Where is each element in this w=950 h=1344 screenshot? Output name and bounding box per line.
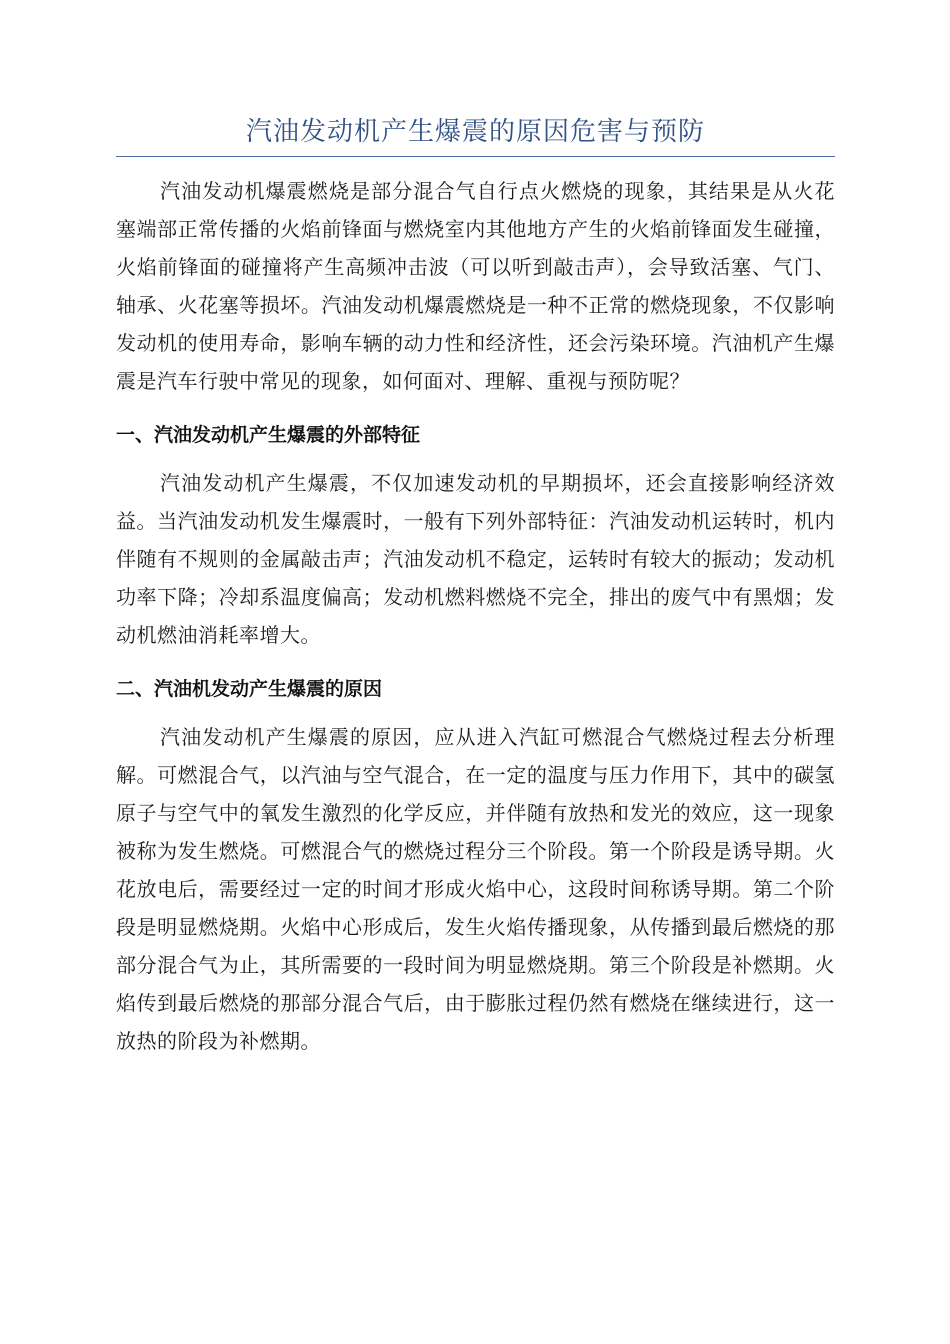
intro-paragraph: 汽油发动机爆震燃烧是部分混合气自行点火燃烧的现象，其结果是从火花塞端部正常传播的火焰前锋面与燃烧室内其他地方产生的火焰前锋面发生碰撞，火焰前锋面的碰撞将产生高频冲击波（可以听到敲击声），会导致活塞、气门、轴承、火花塞等损坏。汽油发动机爆震燃烧是一种不正常的燃烧现象，不仅影响发动机的使用寿命，影响车辆的动力性和经济性，还会污染环境。汽油机产生爆震是汽车行驶中常见的现象，如何面对、理解、重视与预防呢？: [116, 179, 835, 393]
section-paragraph-external-features: 汽油发动机产生爆震，不仅加速发动机的早期损坏，还会直接影响经济效益。当汽油发动机发生爆震时，一般有下列外部特征：汽油发动机运转时，机内伴随有不规则的金属敲击声；汽油发动机不稳定，运转时有较大的振动；发动机功率下降；冷却系温度偏高；发动机燃料燃烧不完全，排出的废气中有黑烟；发动机燃油消耗率增大。: [116, 471, 835, 647]
section-paragraph-causes: 汽油发动机产生爆震的原因，应从进入汽缸可燃混合气燃烧过程去分析理解。可燃混合气，以汽油与空气混合，在一定的温度与压力作用下，其中的碳氢原子与空气中的氧发生激烈的化学反应，并伴随有放热和发光的效应，这一现象被称为发生燃烧。可燃混合气的燃烧过程分三个阶段。第一个阶段是诱导期。火花放电后，需要经过一定的时间才形成火焰中心，这段时间称诱导期。第二个阶段是明显燃烧期。火焰中心形成后，发生火焰传播现象，从传播到最后燃烧的那部分混合气为止，其所需要的一段时间为明显燃烧期。第三个阶段是补燃期。火焰传到最后燃烧的那部分混合气后，由于膨胀过程仍然有燃烧在继续进行，这一放热的阶段为补燃期。: [116, 725, 835, 1053]
title-block: [116, 112, 835, 157]
section-heading-external-features: 一、汽油发动机产生爆震的外部特征: [116, 424, 421, 446]
document-title: 汽油发动机产生爆震的原因危害与预防: [245, 117, 705, 147]
document-body: [116, 172, 835, 1060]
section-heading-causes: 二、汽油机发动产生爆震的原因: [116, 678, 383, 700]
